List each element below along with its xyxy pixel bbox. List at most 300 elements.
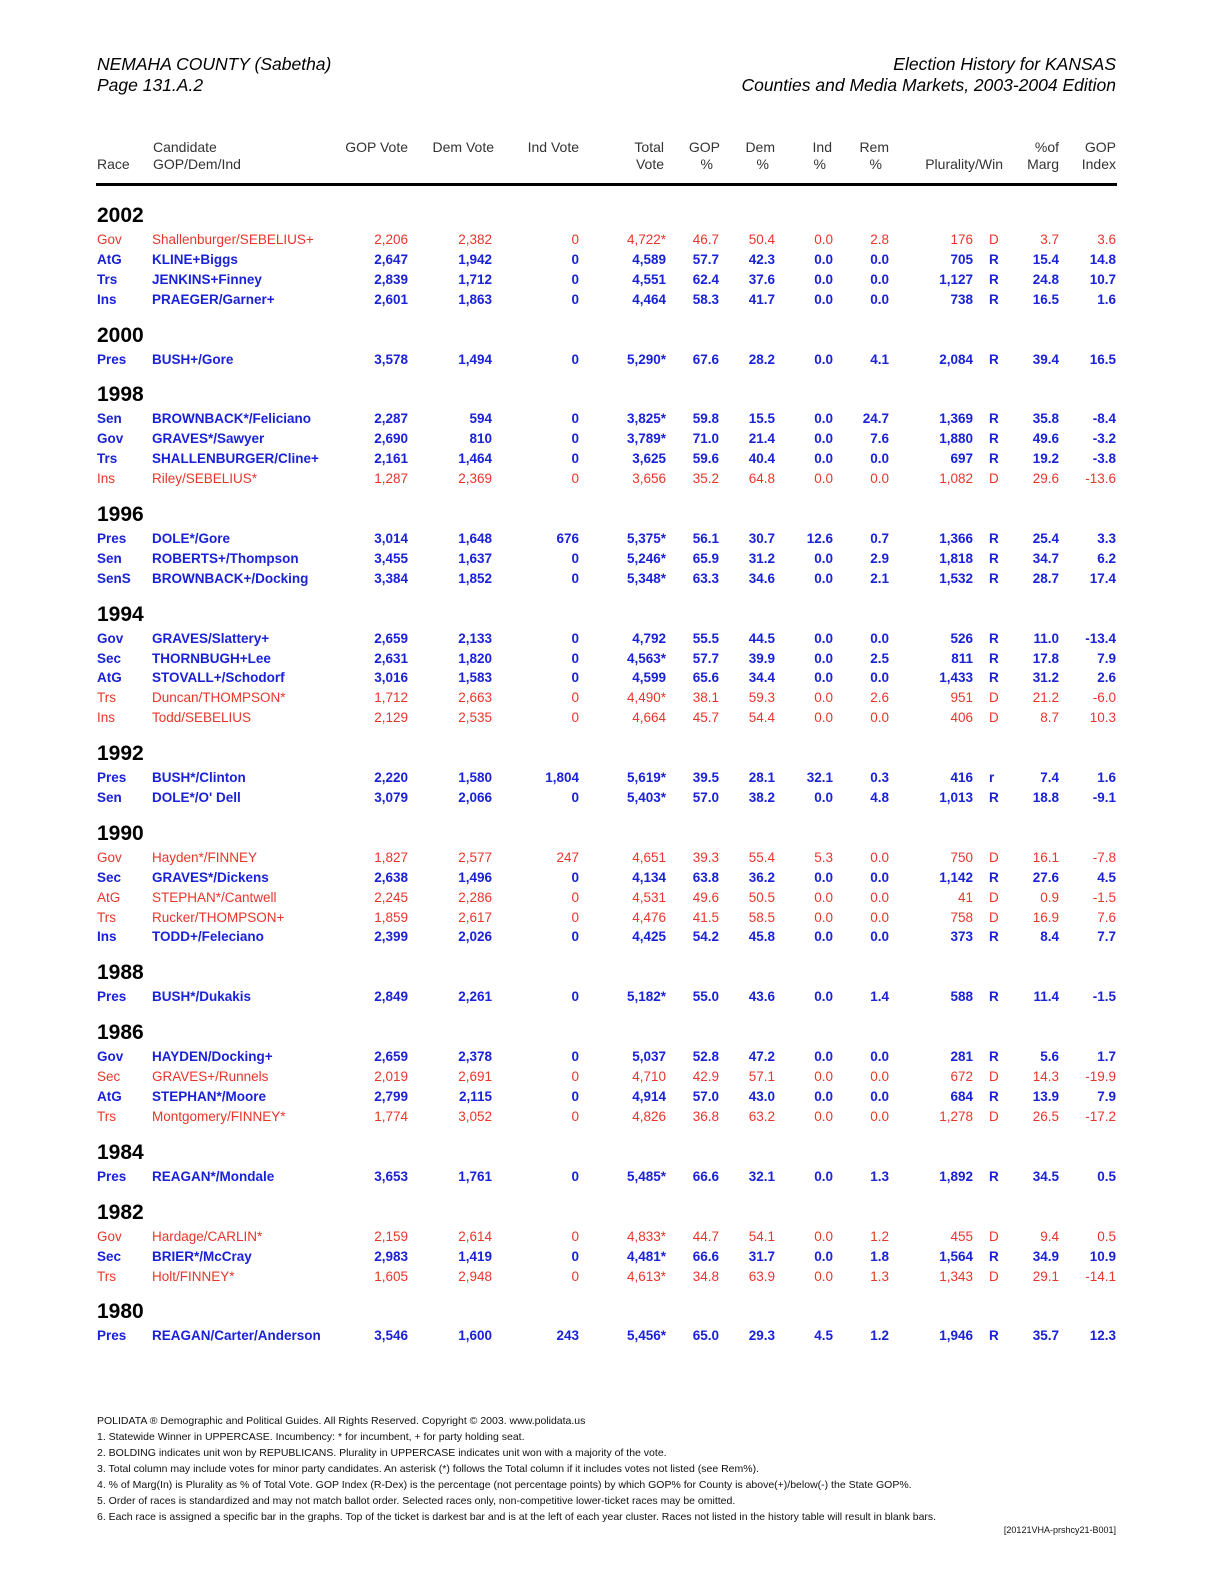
year-section <box>0 499 1224 529</box>
total-vote-cell: 3,625 <box>632 451 666 467</box>
plurality-cell: 1,366 <box>939 531 973 547</box>
race-cell: SenS <box>97 570 131 586</box>
plurality-cell: 1,278 <box>939 1108 973 1124</box>
plurality-cell: 1,532 <box>939 570 973 586</box>
plurality-cell: 672 <box>950 1069 973 1085</box>
winner-cell: R <box>989 251 999 267</box>
dem-pct-cell: 37.6 <box>748 271 775 287</box>
year-section <box>0 1296 1224 1326</box>
ind-pct-cell: 0.0 <box>814 1248 833 1264</box>
ind-vote-cell: 0 <box>571 1248 579 1264</box>
col-rem-pct: Rem <box>859 139 889 155</box>
year-section <box>0 818 1224 848</box>
copyright-line: POLIDATA ® Demographic and Political Guides. All Rights Reserved. Copyright © 2003. www.polidata.us <box>97 1415 586 1427</box>
document-subtitle: Counties and Media Markets, 2003-2004 Edition <box>741 75 1116 95</box>
rem-pct-cell: 0.0 <box>870 1089 889 1105</box>
candidate-cell: Holt/FINNEY* <box>152 1268 235 1284</box>
county-title: NEMAHA COUNTY (Sabetha) <box>97 54 332 74</box>
winner-cell: R <box>989 1049 999 1065</box>
dem-vote-cell: 1,761 <box>458 1168 492 1184</box>
plurality-cell: 1,892 <box>939 1168 973 1184</box>
winner-cell: R <box>989 869 999 885</box>
total-vote-cell: 4,792 <box>632 630 666 646</box>
winner-cell: R <box>989 790 999 806</box>
ind-vote-cell: 0 <box>571 1089 579 1105</box>
race-cell: Pres <box>97 770 127 786</box>
dem-vote-cell: 2,026 <box>458 929 492 945</box>
gop-vote-cell: 1,287 <box>374 471 408 487</box>
col-gop-vote: GOP Vote <box>345 139 408 155</box>
dem-pct-cell: 31.7 <box>748 1248 775 1264</box>
plurality-cell: 373 <box>950 929 973 945</box>
dem-pct-cell: 38.2 <box>748 790 775 806</box>
gop-vote-cell: 3,079 <box>374 790 408 806</box>
col-marg-sub: Marg <box>1027 156 1059 172</box>
gop-vote-cell: 2,849 <box>374 989 408 1005</box>
margin-pct-cell: 24.8 <box>1032 271 1059 287</box>
candidate-cell: STEPHAN*/Moore <box>152 1089 267 1105</box>
table-row <box>0 549 1224 569</box>
ind-vote-cell: 0 <box>571 650 579 666</box>
year-section <box>0 379 1224 409</box>
gop-index-cell: 10.9 <box>1089 1248 1116 1264</box>
rem-pct-cell: 2.8 <box>870 232 889 247</box>
year-heading: 1980 <box>97 1300 144 1324</box>
year-heading: 1992 <box>97 742 144 766</box>
table-row <box>0 908 1224 928</box>
year-section <box>0 599 1224 629</box>
total-vote-cell: 4,914 <box>632 1089 666 1105</box>
total-vote-cell: 5,619* <box>626 770 666 786</box>
dem-vote-cell: 2,286 <box>458 889 492 905</box>
dem-pct-cell: 44.5 <box>748 630 775 646</box>
race-cell: Trs <box>97 909 116 925</box>
candidate-cell: BROWNBACK*/Feliciano <box>152 411 312 427</box>
candidate-cell: Hayden*/FINNEY <box>152 849 258 865</box>
dem-vote-cell: 2,115 <box>458 1089 492 1105</box>
race-cell: Trs <box>97 1108 116 1124</box>
margin-pct-cell: 11.4 <box>1033 989 1059 1005</box>
winner-cell: D <box>989 849 999 865</box>
candidate-cell: JENKINS+Finney <box>152 271 262 287</box>
year-heading: 1986 <box>97 1021 144 1045</box>
col-race: Race <box>97 156 130 172</box>
margin-pct-cell: 17.8 <box>1032 650 1059 666</box>
ind-vote-cell: 0 <box>571 271 579 287</box>
candidate-cell: SHALLENBURGER/Cline+ <box>152 451 319 467</box>
table-row <box>0 927 1224 947</box>
rem-pct-cell: 0.0 <box>870 889 889 905</box>
dem-vote-cell: 2,535 <box>458 710 492 726</box>
section-gap <box>0 310 1224 320</box>
race-cell: Pres <box>97 351 127 367</box>
ind-pct-cell: 0.0 <box>814 1089 833 1105</box>
candidate-cell: BUSH*/Clinton <box>152 770 246 786</box>
gop-index-cell: 6.2 <box>1097 550 1116 566</box>
gop-pct-cell: 66.6 <box>692 1168 719 1184</box>
dem-vote-cell: 2,948 <box>458 1268 492 1284</box>
table-row <box>0 1227 1224 1247</box>
plurality-cell: 455 <box>950 1228 973 1244</box>
total-vote-cell: 4,722* <box>626 232 666 247</box>
gop-pct-cell: 57.7 <box>692 251 719 267</box>
race-cell: Gov <box>97 431 124 447</box>
total-vote-cell: 4,613* <box>626 1268 666 1284</box>
page-header-right <box>741 54 1116 96</box>
gop-index-cell: 0.5 <box>1097 1228 1116 1244</box>
table-row <box>0 629 1224 649</box>
table-row <box>0 449 1224 469</box>
ind-vote-cell: 0 <box>571 451 579 467</box>
col-total-sub: Vote <box>635 156 664 172</box>
total-vote-cell: 4,490* <box>626 690 666 706</box>
ind-vote-cell: 0 <box>571 351 579 367</box>
dem-vote-cell: 2,382 <box>458 232 492 247</box>
winner-cell: R <box>989 1328 999 1344</box>
dem-pct-cell: 54.4 <box>748 710 775 726</box>
year-heading: 1988 <box>97 961 144 985</box>
section-gap <box>0 489 1224 499</box>
candidate-cell: Hardage/CARLIN* <box>152 1228 263 1244</box>
year-section <box>0 1137 1224 1167</box>
dem-vote-cell: 2,577 <box>458 849 492 865</box>
race-cell: AtG <box>97 670 122 686</box>
plurality-cell: 1,082 <box>939 471 973 487</box>
margin-pct-cell: 29.1 <box>1032 1268 1059 1284</box>
plurality-cell: 1,433 <box>939 670 973 686</box>
year-heading: 1982 <box>97 1200 144 1224</box>
gop-pct-cell: 49.6 <box>692 889 719 905</box>
ind-pct-cell: 0.0 <box>814 630 833 646</box>
gop-vote-cell: 2,399 <box>374 929 408 945</box>
margin-pct-cell: 49.6 <box>1032 431 1059 447</box>
total-vote-cell: 5,182* <box>626 989 666 1005</box>
candidate-cell: BRIER*/McCray <box>152 1248 252 1264</box>
gop-vote-cell: 1,605 <box>374 1268 408 1284</box>
ind-vote-cell: 0 <box>571 929 579 945</box>
winner-cell: R <box>989 550 999 566</box>
dem-pct-cell: 50.5 <box>748 889 775 905</box>
winner-cell: D <box>989 1108 999 1124</box>
document-title: Election History for KANSAS <box>893 54 1116 74</box>
ind-pct-cell: 0.0 <box>814 1228 833 1244</box>
ind-vote-cell: 0 <box>571 431 579 447</box>
dem-pct-cell: 41.7 <box>748 291 775 307</box>
total-vote-cell: 4,481* <box>626 1248 666 1264</box>
year-heading: 2000 <box>97 323 144 347</box>
plurality-cell: 281 <box>950 1049 973 1065</box>
gop-vote-cell: 1,712 <box>374 690 408 706</box>
gop-vote-cell: 2,019 <box>374 1069 408 1085</box>
gop-pct-cell: 65.0 <box>692 1328 719 1344</box>
page-number: Page 131.A.2 <box>97 75 204 95</box>
gop-pct-cell: 65.6 <box>692 670 719 686</box>
gop-index-cell: 10.7 <box>1089 271 1116 287</box>
ind-vote-cell: 0 <box>571 889 579 905</box>
race-cell: Gov <box>97 849 122 865</box>
gop-vote-cell: 2,206 <box>374 232 408 247</box>
total-vote-cell: 4,589 <box>632 251 666 267</box>
dem-pct-cell: 58.5 <box>748 909 775 925</box>
gop-vote-cell: 2,161 <box>374 451 408 467</box>
ind-pct-cell: 0.0 <box>814 889 833 905</box>
dem-pct-cell: 64.8 <box>748 471 775 487</box>
gop-pct-cell: 44.7 <box>692 1228 719 1244</box>
table-row <box>0 529 1224 549</box>
winner-cell: R <box>989 351 999 367</box>
margin-pct-cell: 26.5 <box>1032 1108 1059 1124</box>
plurality-cell: 684 <box>950 1089 973 1105</box>
rem-pct-cell: 1.3 <box>870 1268 889 1284</box>
footnote-line: 1. Statewide Winner in UPPERCASE. Incumbency: * for incumbent, + for party holding seat. <box>97 1431 525 1443</box>
dem-vote-cell: 1,648 <box>458 531 492 547</box>
race-cell: Pres <box>97 1328 127 1344</box>
ind-vote-cell: 0 <box>571 411 579 427</box>
dem-vote-cell: 2,378 <box>458 1049 492 1065</box>
ind-vote-cell: 1,804 <box>545 770 579 786</box>
page-header-left <box>97 54 331 96</box>
dem-vote-cell: 3,052 <box>458 1108 492 1124</box>
candidate-cell: GRAVES+/Runnels <box>152 1069 269 1085</box>
gop-vote-cell: 1,827 <box>374 849 408 865</box>
gop-vote-cell: 2,287 <box>374 411 408 427</box>
candidate-cell: DOLE*/Gore <box>152 531 231 547</box>
winner-cell: R <box>989 650 999 666</box>
rem-pct-cell: 0.0 <box>870 849 889 865</box>
dem-vote-cell: 1,583 <box>458 670 492 686</box>
ind-pct-cell: 0.0 <box>814 351 833 367</box>
table-row <box>0 350 1224 370</box>
plurality-cell: 697 <box>950 451 973 467</box>
gop-pct-cell: 57.0 <box>692 1089 719 1105</box>
gop-pct-cell: 71.0 <box>692 431 719 447</box>
gop-pct-cell: 66.6 <box>692 1248 719 1264</box>
dem-pct-cell: 55.4 <box>748 849 775 865</box>
table-row <box>0 1087 1224 1107</box>
gop-pct-cell: 34.8 <box>692 1268 719 1284</box>
gop-index-cell: 7.7 <box>1097 929 1116 945</box>
rem-pct-cell: 0.0 <box>870 929 889 945</box>
ind-pct-cell: 4.5 <box>814 1328 833 1344</box>
gop-index-cell: 3.6 <box>1097 232 1116 247</box>
rem-pct-cell: 1.3 <box>870 1168 889 1184</box>
gop-vote-cell: 2,159 <box>374 1228 408 1244</box>
dem-pct-cell: 45.8 <box>748 929 775 945</box>
candidate-cell: PRAEGER/Garner+ <box>152 291 275 307</box>
gop-index-cell: 3.3 <box>1097 531 1116 547</box>
ind-vote-cell: 0 <box>571 550 579 566</box>
gop-pct-cell: 57.0 <box>692 790 719 806</box>
total-vote-cell: 4,599 <box>632 670 666 686</box>
race-cell: Gov <box>97 630 124 646</box>
winner-cell: D <box>989 232 999 247</box>
dem-vote-cell: 2,691 <box>458 1069 492 1085</box>
table-row <box>0 1067 1224 1087</box>
ind-vote-cell: 0 <box>571 1268 579 1284</box>
gop-index-cell: 14.8 <box>1089 251 1116 267</box>
gop-index-cell: -14.1 <box>1085 1268 1116 1284</box>
gop-vote-cell: 3,014 <box>374 531 408 547</box>
plurality-cell: 1,818 <box>939 550 973 566</box>
margin-pct-cell: 31.2 <box>1032 670 1059 686</box>
gop-pct-cell: 56.1 <box>692 531 719 547</box>
rem-pct-cell: 0.0 <box>870 1049 889 1065</box>
ind-vote-cell: 0 <box>571 291 579 307</box>
year-heading: 2002 <box>97 204 144 227</box>
winner-cell: D <box>989 1069 999 1085</box>
ind-pct-cell: 0.0 <box>814 271 833 287</box>
ind-pct-cell: 0.0 <box>814 650 833 666</box>
candidate-cell: Shallenburger/SEBELIUS+ <box>152 232 314 247</box>
year-heading: 1994 <box>97 602 144 626</box>
ind-pct-cell: 0.0 <box>814 411 833 427</box>
race-cell: Trs <box>97 271 118 287</box>
table-row <box>0 1267 1224 1287</box>
total-vote-cell: 5,456* <box>626 1328 666 1344</box>
dem-pct-cell: 29.3 <box>748 1328 775 1344</box>
winner-cell: D <box>989 1268 999 1284</box>
gop-index-cell: -8.4 <box>1092 411 1116 427</box>
table-row <box>0 688 1224 708</box>
dem-pct-cell: 50.4 <box>748 232 775 247</box>
total-vote-cell: 3,656 <box>632 471 666 487</box>
dem-pct-cell: 47.2 <box>748 1049 775 1065</box>
candidate-cell: GRAVES*/Sawyer <box>152 431 265 447</box>
col-index: GOP <box>1084 139 1116 155</box>
margin-pct-cell: 14.3 <box>1032 1069 1059 1085</box>
race-cell: Gov <box>97 232 122 247</box>
total-vote-cell: 3,789* <box>626 431 666 447</box>
ind-vote-cell: 0 <box>571 570 579 586</box>
race-cell: Pres <box>97 531 127 547</box>
rem-pct-cell: 2.9 <box>870 550 889 566</box>
gop-pct-cell: 41.5 <box>692 909 719 925</box>
candidate-cell: BUSH+/Gore <box>152 351 234 367</box>
col-dem-pct-sub: % <box>756 156 769 172</box>
winner-cell: D <box>989 710 999 726</box>
col-total: Total <box>634 139 664 155</box>
year-section <box>0 957 1224 987</box>
ind-pct-cell: 0.0 <box>814 232 833 247</box>
table-row <box>0 768 1224 788</box>
gop-pct-cell: 42.9 <box>692 1069 719 1085</box>
footnotes <box>97 1413 1127 1525</box>
candidate-cell: GRAVES/Slattery+ <box>152 630 270 646</box>
col-ind-vote: Ind Vote <box>527 139 579 155</box>
dem-vote-cell: 810 <box>469 431 492 447</box>
rem-pct-cell: 24.7 <box>862 411 889 427</box>
winner-cell: R <box>989 670 999 686</box>
candidate-cell: DOLE*/O' Dell <box>152 790 241 806</box>
year-section <box>0 1197 1224 1227</box>
ind-pct-cell: 0.0 <box>814 451 833 467</box>
total-vote-cell: 5,348* <box>626 570 666 586</box>
ind-pct-cell: 0.0 <box>814 1268 833 1284</box>
dem-vote-cell: 1,942 <box>458 251 492 267</box>
section-gap <box>0 728 1224 738</box>
plurality-cell: 811 <box>951 650 973 666</box>
table-row <box>0 868 1224 888</box>
ind-vote-cell: 0 <box>571 630 579 646</box>
winner-cell: R <box>989 1168 999 1184</box>
margin-pct-cell: 25.4 <box>1032 531 1059 547</box>
ind-vote-cell: 676 <box>556 531 579 547</box>
race-cell: AtG <box>97 1089 122 1105</box>
gop-index-cell: 0.5 <box>1097 1168 1116 1184</box>
dem-vote-cell: 2,617 <box>458 909 492 925</box>
dem-vote-cell: 2,261 <box>458 989 492 1005</box>
footnote-line: 6. Each race is assigned a specific bar in the graphs. Top of the ticket is darkest bar and is at the left of each year cluster. Races not listed in the history table will result in blank bars. <box>97 1511 937 1523</box>
dem-pct-cell: 21.4 <box>748 431 775 447</box>
year-section <box>0 320 1224 350</box>
ind-vote-cell: 0 <box>571 909 579 925</box>
margin-pct-cell: 0.9 <box>1040 889 1059 905</box>
plurality-cell: 1,013 <box>939 790 973 806</box>
footnote-line: 3. Total column may include votes for minor party candidates. An asterisk (*) follows the Total column if it includes votes not listed (see Rem%). <box>97 1463 759 1475</box>
year-heading: 1984 <box>97 1140 144 1164</box>
dem-pct-cell: 32.1 <box>748 1168 775 1184</box>
section-gap <box>0 1127 1224 1137</box>
race-cell: Sec <box>97 1248 122 1264</box>
rem-pct-cell: 4.8 <box>870 790 889 806</box>
gop-vote-cell: 2,983 <box>374 1248 408 1264</box>
rem-pct-cell: 1.2 <box>870 1228 889 1244</box>
gop-pct-cell: 38.1 <box>692 690 719 706</box>
total-vote-cell: 5,375* <box>626 531 666 547</box>
total-vote-cell: 5,485* <box>626 1168 666 1184</box>
table-row <box>0 409 1224 429</box>
candidate-cell: BUSH*/Dukakis <box>152 989 252 1005</box>
plurality-cell: 1,946 <box>939 1328 973 1344</box>
margin-pct-cell: 34.5 <box>1032 1168 1059 1184</box>
rem-pct-cell: 0.7 <box>870 531 889 547</box>
total-vote-cell: 5,246* <box>626 550 666 566</box>
gop-pct-cell: 36.8 <box>692 1108 719 1124</box>
winner-cell: R <box>989 1089 999 1105</box>
gop-vote-cell: 3,016 <box>374 670 408 686</box>
winner-cell: R <box>989 531 999 547</box>
dem-pct-cell: 28.1 <box>748 770 775 786</box>
candidate-cell: Montgomery/FINNEY* <box>152 1108 286 1124</box>
race-cell: Gov <box>97 1049 124 1065</box>
total-vote-cell: 4,664 <box>632 710 666 726</box>
dem-vote-cell: 2,663 <box>458 690 492 706</box>
candidate-cell: HAYDEN/Docking+ <box>152 1049 273 1065</box>
total-vote-cell: 4,651 <box>632 849 666 865</box>
gop-index-cell: 4.5 <box>1097 869 1116 885</box>
margin-pct-cell: 29.6 <box>1032 471 1059 487</box>
plurality-cell: 1,142 <box>939 869 973 885</box>
election-history-table <box>0 200 1224 1356</box>
gop-pct-cell: 52.8 <box>692 1049 719 1065</box>
table-row <box>0 429 1224 449</box>
col-index-sub: Index <box>1081 156 1116 172</box>
gop-index-cell: 1.6 <box>1097 770 1116 786</box>
dem-vote-cell: 2,369 <box>458 471 492 487</box>
ind-pct-cell: 0.0 <box>814 869 833 885</box>
dem-pct-cell: 36.2 <box>748 869 775 885</box>
gop-pct-cell: 65.9 <box>692 550 719 566</box>
rem-pct-cell: 0.0 <box>870 291 889 307</box>
ind-pct-cell: 5.3 <box>814 849 833 865</box>
rem-pct-cell: 2.1 <box>870 570 889 586</box>
dem-vote-cell: 1,852 <box>458 570 492 586</box>
ind-vote-cell: 0 <box>571 690 579 706</box>
candidate-cell: REAGAN/Carter/Anderson <box>152 1328 321 1344</box>
footnote-line: 4. % of Marg(In) is Plurality as % of Total Vote. GOP Index (R-Dex) is the percentage (not percentage points) by which GOP% for County is above(+)/below(-) the State GOP%. <box>97 1479 912 1491</box>
margin-pct-cell: 35.8 <box>1032 411 1059 427</box>
table-row <box>0 469 1224 489</box>
